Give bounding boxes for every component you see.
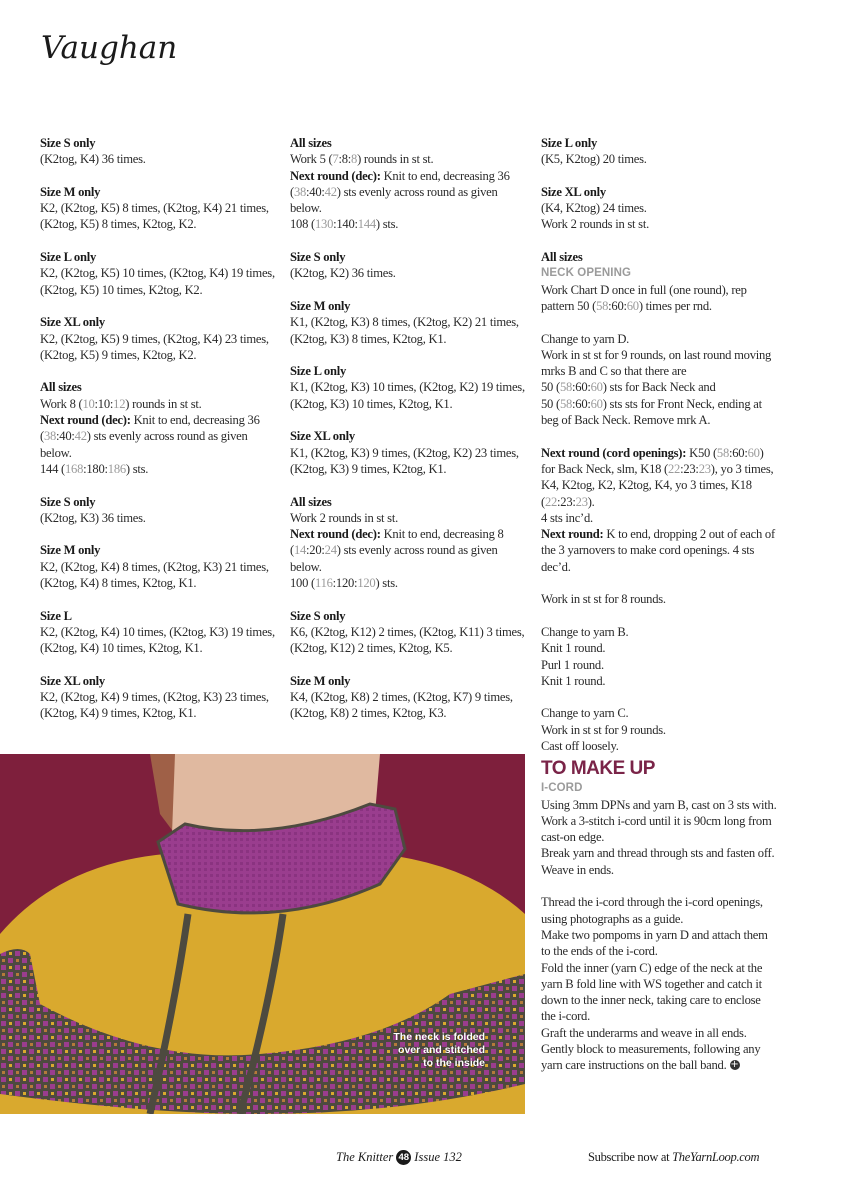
instruction-text: K1, (K2tog, K3) 8 times, (K2tog, K2) 21 times, (K2tog, K3) 8 times, K2tog, K1. (290, 315, 519, 346)
instruction-text: Change to yarn C. (541, 706, 629, 721)
instruction-text: Fold the inner (yarn C) edge of the neck at the yarn B fold line with WS together and catch it down to the inner neck, taking care to enclose the i-cord. (541, 960, 763, 1024)
instruction-text: Next round (dec): Knit to end, decreasing 36 (38:40:42) sts evenly across round as given below. (290, 168, 510, 216)
size-heading: Size L only (290, 364, 347, 379)
instruction-text: Cast off loosely. (541, 738, 619, 753)
instruction-block (40, 249, 276, 298)
instruction-text: 50 (58:60:60) sts for Back Neck and (541, 380, 716, 395)
site-link[interactable]: TheYarnLoop.com (672, 1150, 760, 1164)
footer-subscribe (588, 1150, 759, 1165)
size-heading: Size S only (290, 608, 346, 623)
instruction-block (290, 428, 530, 477)
instruction-text: Make two pompoms in yarn D and attach them to the ends of the i-cord. (541, 927, 768, 959)
instruction-block (541, 249, 777, 314)
size-heading: All sizes (541, 250, 583, 265)
instruction-block (40, 608, 276, 657)
instruction-text: Next round (dec): Knit to end, decreasing 8 (14:20:24) sts evenly across round as given below. (290, 527, 504, 574)
instruction-text: (K5, K2tog) 20 times. (541, 152, 647, 167)
section-subheading: NECK OPENING (541, 267, 632, 280)
size-heading: Size M only (40, 184, 101, 199)
instruction-block (40, 673, 276, 722)
instruction-text: (K2tog, K4) 36 times. (40, 152, 146, 167)
instruction-text: Work a 3-stitch i-cord until it is 90cm long from cast-on edge. (541, 813, 772, 845)
instruction-text: Next round (cord openings): K50 (58:60:60) for Back Neck, slm, K18 (22:23:23), yo 3 times, K4, K2tog, K2, K2tog, K4, yo 3 times, K18 (22:23:23). (541, 445, 774, 509)
instruction-block (290, 135, 530, 233)
size-heading: Size M only (290, 298, 351, 313)
instruction-text: K2, (K2tog, K4) 9 times, (K2tog, K3) 23 times, (K2tog, K4) 9 times, K2tog, K1. (40, 690, 269, 721)
instruction-text: Work 8 (10:10:12) rounds in st st. (40, 396, 202, 411)
instruction-text: Work 5 (7:8:8) rounds in st st. (290, 152, 434, 167)
instruction-text: Work in st st for 9 rounds, on last round moving mrks B and C so that there are (541, 347, 772, 379)
instruction-text: Using 3mm DPNs and yarn B, cast on 3 sts with. (541, 797, 777, 812)
instruction-text: K2, (K2tog, K5) 10 times, (K2tog, K4) 19 times, (K2tog, K5) 10 times, K2tog, K2. (40, 266, 275, 297)
instruction-block (541, 135, 777, 168)
end-mark-icon (730, 1060, 740, 1070)
instruction-text: K2, (K2tog, K4) 8 times, (K2tog, K3) 21 times, (K2tog, K4) 8 times, K2tog, K1. (40, 559, 269, 591)
instruction-text: (K2tog, K3) 36 times. (40, 510, 146, 525)
footer-magazine (336, 1150, 462, 1165)
instruction-text: 4 sts inc’d. (541, 510, 593, 525)
instruction-block (40, 379, 276, 477)
instruction-text: Knit 1 round. (541, 641, 606, 656)
page-number-badge: 48 (396, 1150, 411, 1165)
column-3 (541, 135, 777, 1090)
instruction-block (290, 249, 530, 282)
instruction-text: Graft the underarms and weave in all ends. (541, 1025, 747, 1040)
instruction-text: Work 2 rounds in st st. (290, 510, 398, 525)
size-heading: All sizes (40, 380, 82, 395)
stitch-count: 108 (130:140:144) sts. (290, 217, 399, 232)
instruction-text: Work in st st for 8 rounds. (541, 592, 666, 607)
size-heading: Size L only (40, 250, 97, 265)
instruction-text: 50 (58:60:60) sts sts for Front Neck, ending at beg of Back Neck. Remove mrk A. (541, 396, 762, 428)
instruction-block (541, 445, 777, 575)
instruction-block (40, 184, 276, 233)
instruction-text: (K4, K2tog) 24 times. (541, 201, 647, 216)
instruction-text: K6, (K2tog, K12) 2 times, (K2tog, K11) 3 times, (K2tog, K12) 2 times, K2tog, K5. (290, 624, 525, 656)
size-heading: Size L only (541, 136, 598, 150)
instruction-block (541, 894, 777, 1073)
instruction-text: K2, (K2tog, K5) 8 times, (K2tog, K4) 21 times, (K2tog, K5) 8 times, K2tog, K2. (40, 201, 269, 232)
instruction-text: Knit 1 round. (541, 673, 606, 688)
size-heading: Size XL only (40, 315, 105, 330)
size-heading: Size XL only (40, 673, 105, 688)
size-heading: Size M only (40, 543, 101, 558)
instruction-text: (K2tog, K2) 36 times. (290, 266, 396, 281)
instruction-text: Next round: K to end, dropping 2 out of each of the 3 yarnovers to make cord openings. 4 sts dec’d. (541, 527, 775, 574)
instruction-block (290, 608, 530, 657)
instruction-block (541, 331, 777, 429)
magazine-name: The Knitter (336, 1150, 394, 1164)
instruction-text: K4, (K2tog, K8) 2 times, (K2tog, K7) 9 times, (K2tog, K8) 2 times, K2tog, K3. (290, 690, 513, 721)
size-heading: Size S only (290, 250, 346, 265)
instruction-block (40, 314, 276, 363)
pattern-title: Vaughan (41, 30, 178, 66)
caption-line: over and stitched (398, 1044, 485, 1056)
photo-caption (393, 1031, 485, 1070)
instruction-block (40, 135, 276, 168)
instruction-text: Next round (dec): Knit to end, decreasing 36 (38:40:42) sts evenly across round as given below. (40, 413, 260, 460)
issue-number: Issue 132 (414, 1150, 462, 1164)
subscribe-text: Subscribe now at (588, 1150, 673, 1164)
instruction-block (541, 591, 777, 607)
caption-line: to the inside (423, 1057, 485, 1069)
instruction-block (290, 494, 530, 592)
instruction-text: Work 2 rounds in st st. (541, 217, 649, 232)
size-heading: All sizes (290, 136, 332, 150)
instruction-block (541, 184, 777, 233)
instruction-text: K1, (K2tog, K3) 9 times, (K2tog, K2) 23 times, (K2tog, K3) 9 times, K2tog, K1. (290, 445, 519, 476)
caption-line: The neck is folded (393, 1031, 485, 1043)
instruction-block (40, 494, 276, 527)
size-heading: Size XL only (541, 184, 606, 199)
instruction-block (290, 363, 530, 412)
instruction-text: Change to yarn B. (541, 624, 629, 639)
section-subheading: I-CORD (541, 782, 583, 795)
instruction-text: K2, (K2tog, K4) 10 times, (K2tog, K3) 19 times, (K2tog, K4) 10 times, K2tog, K1. (40, 624, 275, 656)
instruction-text: K1, (K2tog, K3) 10 times, (K2tog, K2) 19 times, (K2tog, K3) 10 times, K2tog, K1. (290, 380, 525, 411)
size-heading: Size M only (290, 673, 351, 688)
instruction-text: Gently block to measurements, following any yarn care instructions on the ball band.+ (541, 1041, 777, 1074)
instruction-text: Work in st st for 9 rounds. (541, 722, 666, 737)
instruction-text: Thread the i-cord through the i-cord openings, using photographs as a guide. (541, 895, 763, 926)
column-1 (40, 135, 276, 738)
instruction-text: Work Chart D once in full (one round), rep pattern 50 (58:60:60) times per rnd. (541, 282, 747, 313)
size-heading: Size XL only (290, 429, 355, 444)
instruction-block (40, 542, 276, 591)
instruction-block (541, 624, 777, 689)
section-heading: TO MAKE UP (541, 758, 655, 780)
instruction-block (541, 705, 777, 754)
instruction-text: K2, (K2tog, K5) 9 times, (K2tog, K4) 23 times, (K2tog, K5) 9 times, K2tog, K2. (40, 331, 269, 362)
column-2 (290, 135, 530, 738)
instruction-block (290, 673, 530, 722)
sweater-photo (0, 754, 525, 1114)
size-heading: Size S only (40, 494, 96, 509)
make-up-section (541, 758, 777, 878)
stitch-count: 144 (168:180:186) sts. (40, 461, 149, 476)
instruction-text: Break yarn and thread through sts and fasten off. Weave in ends. (541, 846, 775, 877)
stitch-count: 100 (116:120:120) sts. (290, 576, 398, 591)
instruction-text: Purl 1 round. (541, 657, 604, 672)
instruction-text: Change to yarn D. (541, 331, 630, 346)
instruction-block (290, 298, 530, 347)
size-heading: Size L (40, 608, 72, 623)
size-heading: All sizes (290, 494, 332, 509)
size-heading: Size S only (40, 136, 96, 150)
